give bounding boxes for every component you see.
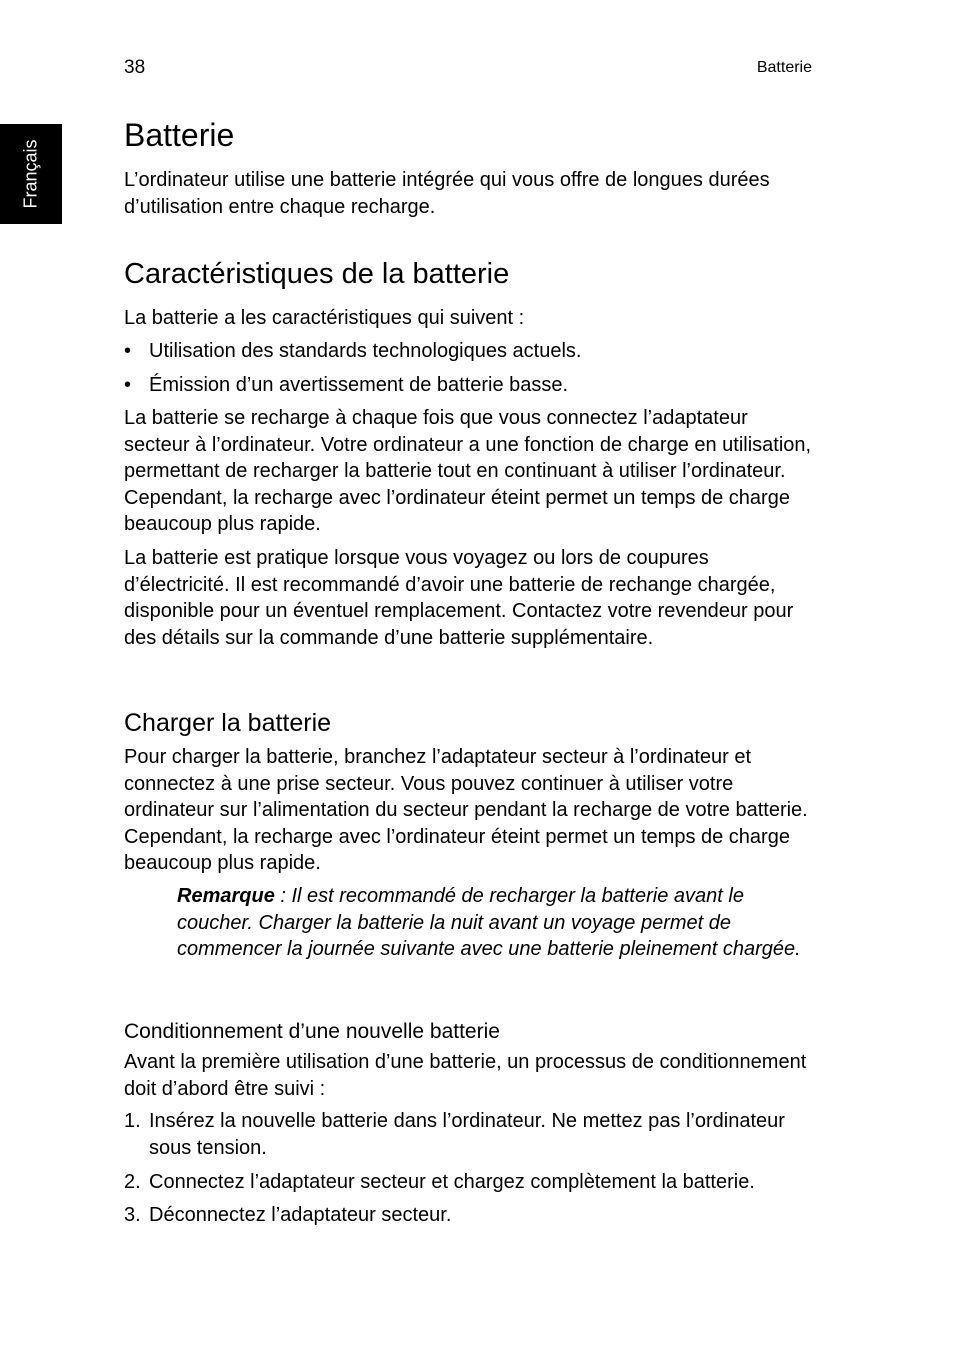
conditioning-lead: Avant la première utilisation d’une batterie, un processus de conditionnement doit d’abord être suivi : — [124, 1051, 807, 1100]
step-text: Insérez la nouvelle batterie dans l’ordinateur. Ne mettez pas l’ordinateur sous tension. — [149, 1110, 785, 1159]
language-side-tab — [0, 124, 62, 224]
note-label: Remarque — [177, 885, 275, 907]
language-side-tab-label: Français — [20, 139, 41, 209]
step-number: 1. — [124, 1110, 141, 1132]
bullet-mark: • — [124, 374, 132, 396]
section-title-conditionnement: Conditionnement d’une nouvelle batterie — [124, 1020, 500, 1043]
charge-instructions-paragraph: Pour charger la batterie, branchez l’adaptateur secteur à l’ordinateur et connectez à une prise secteur. Vous pouvez continuer à utiliser votre ordinateur sur l’alimentation du secteur pendant la recharge de votre batterie. Cependant, la recharge avec l’ordinateur éteint permet un temps de charge beaucoup plus rapide. — [124, 746, 808, 874]
page-number: 38 — [124, 57, 146, 78]
list-item-text: Émission d’un avertissement de batterie basse. — [149, 374, 569, 396]
features-lead: La batterie a les caractéristiques qui suivent : — [124, 307, 525, 329]
section-title-caracteristiques: Caractéristiques de la batterie — [124, 258, 510, 290]
intro-paragraph: L’ordinateur utilise une batterie intégrée qui vous offre de longues durées d’utilisation entre chaque recharge. — [124, 169, 770, 218]
note-text: : Il est recommandé de recharger la batterie avant le coucher. Charger la batterie la nuit avant un voyage permet de commencer la journée suivante avec une batterie pleinement chargée. — [177, 885, 801, 960]
running-header: Batterie — [756, 59, 812, 76]
step-text: Connectez l’adaptateur secteur et chargez complètement la batterie. — [149, 1171, 755, 1193]
note-block — [177, 883, 807, 963]
bullet-mark: • — [124, 340, 132, 362]
list-item-text: Utilisation des standards technologiques actuels. — [149, 340, 582, 362]
section-title-batterie: Batterie — [124, 117, 235, 153]
charging-paragraph: La batterie se recharge à chaque fois que vous connectez l’adaptateur secteur à l’ordinateur. Votre ordinateur a une fonction de charge en utilisation, permettant de recharger la batterie tout en continuant à utiliser l’ordinateur. Cependant, la recharge avec l’ordinateur éteint permet un temps de charge beaucoup plus rapide. — [124, 407, 812, 535]
step-number: 3. — [124, 1204, 141, 1226]
section-title-charger: Charger la batterie — [124, 709, 332, 737]
step-number: 2. — [124, 1171, 141, 1193]
travel-paragraph: La batterie est pratique lorsque vous voyagez ou lors de coupures d’électricité. Il est recommandé d’avoir une batterie de rechange chargée, disponible pour un éventuel remplacement. Contactez votre revendeur pour des détails sur la commande d’une batterie supplémentaire. — [124, 547, 794, 649]
step-text: Déconnectez l’adaptateur secteur. — [149, 1204, 452, 1226]
